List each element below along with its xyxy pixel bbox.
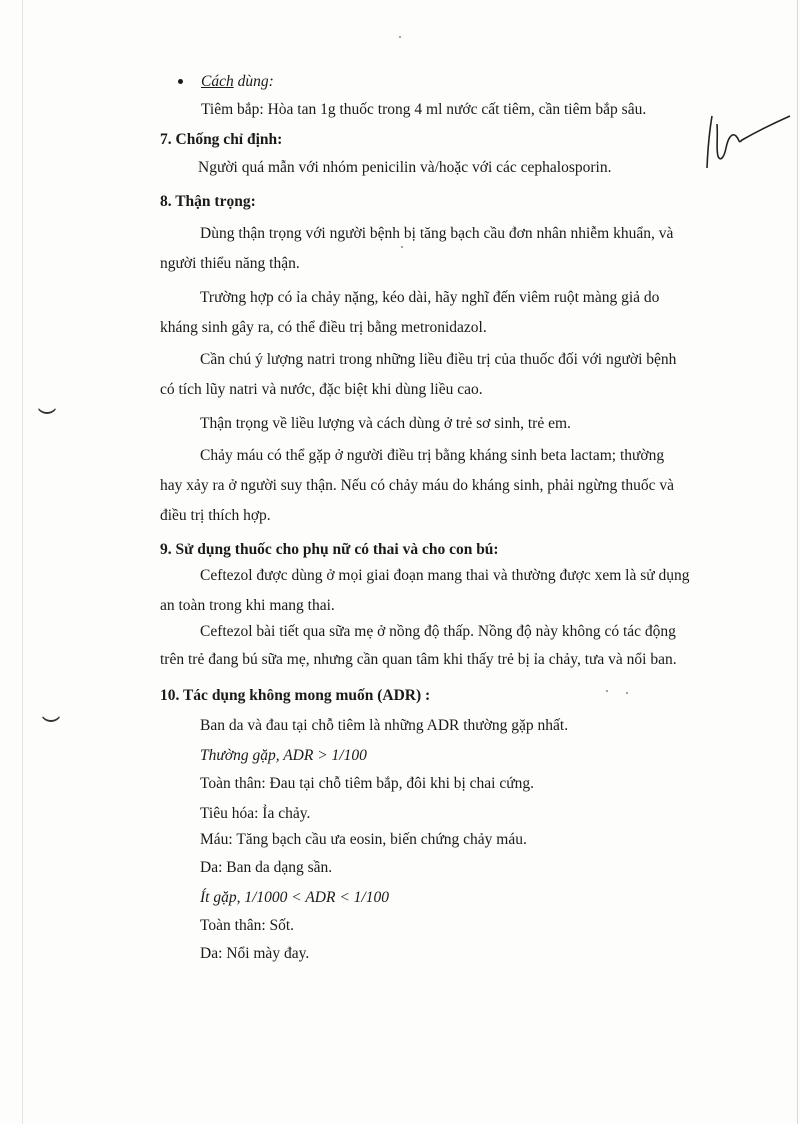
section-8-title: 8. Thận trọng:: [160, 193, 256, 210]
scan-speck: [399, 36, 401, 38]
paragraph-line: Da: Nổi mày đay.: [200, 945, 310, 962]
paragraph-line: người thiểu năng thận.: [160, 255, 300, 272]
scan-speck: [401, 246, 403, 248]
frequency-subheading: Ít gặp, 1/1000 < ADR < 1/100: [200, 889, 389, 906]
paragraph-line: trên trẻ đang bú sữa mẹ, nhưng cần quan tâm khi thấy trẻ bị ỉa chảy, tưa và nổi ban.: [160, 651, 677, 668]
scan-speck: [626, 692, 628, 694]
section-10-title: 10. Tác dụng không mong muốn (ADR) :: [160, 687, 431, 704]
paragraph-line: Ban da và đau tại chỗ tiêm là những ADR thường gặp nhất.: [200, 717, 569, 734]
paragraph-line: Cần chú ý lượng natri trong những liều điều trị của thuốc đối với người bệnh: [200, 351, 677, 368]
bullet-dot: [178, 79, 183, 84]
frequency-subheading: Thường gặp, ADR > 1/100: [200, 747, 367, 764]
paragraph-line: Ceftezol bài tiết qua sữa mẹ ở nồng độ thấp. Nồng độ này không có tác động: [200, 623, 676, 640]
paragraph-line: điều trị thích hợp.: [160, 507, 271, 524]
usage-subheading: [201, 72, 274, 92]
paragraph-line: Toàn thân: Đau tại chỗ tiêm bắp, đôi khi bị chai cứng.: [200, 775, 535, 792]
paragraph-line: Người quá mẫn với nhóm penicilin và/hoặc với các cephalosporin.: [198, 159, 612, 176]
scan-speck: [606, 690, 608, 692]
section-7-title: 7. Chống chỉ định:: [160, 131, 283, 148]
page-right-edge: [797, 0, 798, 1124]
usage-text: Tiêm bắp: Hòa tan 1g thuốc trong 4 ml nước cất tiêm, cần tiêm bắp sâu.: [201, 101, 647, 118]
paragraph-line: Trường hợp có ỉa chảy nặng, kéo dài, hãy nghĩ đến viêm ruột màng giả do: [200, 289, 660, 306]
page-left-edge: [22, 0, 23, 1124]
section-9-title: 9. Sử dụng thuốc cho phụ nữ có thai và cho con bú:: [160, 541, 499, 558]
paragraph-line: Tiêu hóa: Ỉa chảy.: [200, 805, 311, 822]
handwritten-initials: [700, 110, 795, 175]
paragraph-line: Dùng thận trọng với người bệnh bị tăng bạch cầu đơn nhân nhiễm khuẩn, và: [200, 225, 674, 242]
paragraph-line: Thận trọng về liều lượng và cách dùng ở trẻ sơ sinh, trẻ em.: [200, 415, 571, 432]
paragraph-line: Da: Ban da dạng sần.: [200, 859, 333, 876]
binder-hole-mark: [36, 402, 58, 414]
paragraph-line: hay xảy ra ở người suy thận. Nếu có chảy máu do kháng sinh, phải ngừng thuốc và: [160, 477, 675, 494]
binder-hole-mark: [40, 710, 62, 722]
paragraph-line: Máu: Tăng bạch cầu ưa eosin, biến chứng chảy máu.: [200, 831, 527, 848]
paragraph-line: Chảy máu có thể gặp ở người điều trị bằng kháng sinh beta lactam; thường: [200, 447, 665, 464]
paragraph-line: kháng sinh gây ra, có thể điều trị bằng metronidazol.: [160, 319, 487, 336]
paragraph-line: Ceftezol được dùng ở mọi giai đoạn mang thai và thường được xem là sử dụng: [200, 567, 690, 584]
paragraph-line: an toàn trong khi mang thai.: [160, 597, 335, 614]
usage-subheading-rest: dùng:: [233, 73, 274, 90]
usage-subheading-label: Cách: [201, 73, 234, 90]
paragraph-line: Toàn thân: Sốt.: [200, 917, 295, 934]
paragraph-line: có tích lũy natri và nước, đặc biệt khi dùng liều cao.: [160, 381, 483, 398]
